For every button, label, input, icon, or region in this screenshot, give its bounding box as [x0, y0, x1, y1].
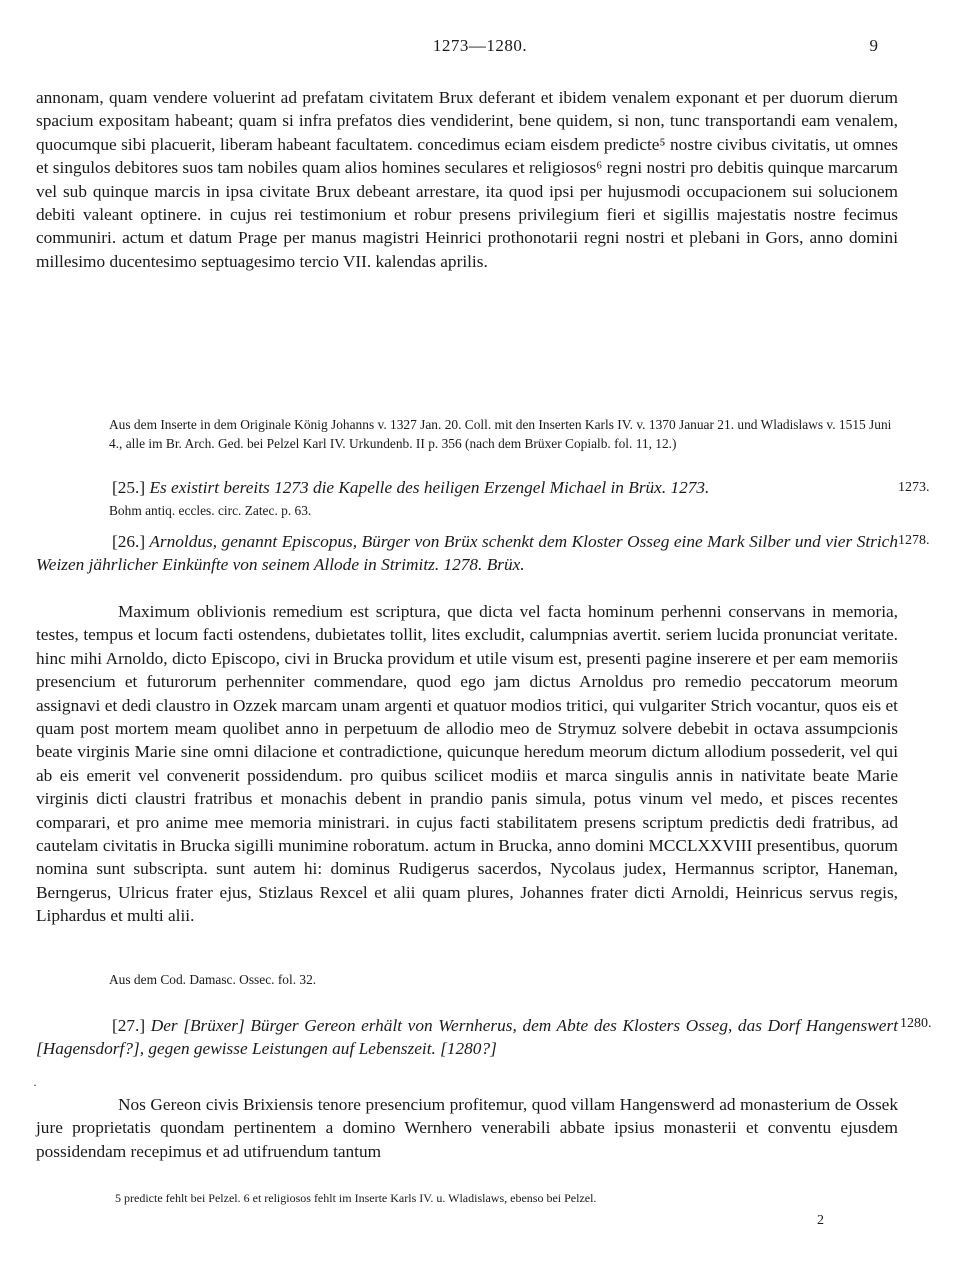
- signature-mark: 2: [817, 1213, 824, 1228]
- entry-25-number: [25.]: [112, 478, 146, 497]
- source-note-1: Aus dem Inserte in dem Originale König Johanns v. 1327 Jan. 20. Coll. mit den Inserten Karls IV. v. 1370 Januar 21. und Wladislaws v. 1515 Juni 4., alle im Br. Arch. Ged. bei Pelzel Karl IV. Urkundenb. II p. 356 (nach dem Brüxer Copialb. fol. 11, 12.): [109, 417, 892, 451]
- entry-26-heading: [36, 530, 898, 577]
- entry-26-text: Maximum oblivionis remedium est scriptura, que dicta vel facta hominum perhenni conservans in memoria, testes, tempus et locum facti ostendens, dubietates tollit, lites excludit, calumpnias avertit. seriem lucida pronunciat veritate. hinc mihi Arnoldo, dicto Episcopo, civi in Brucka providum et utile visum est, presenti pagine inserere et per eam memoriis presencium et futurorum perhenniter commendare, quod ego jam dictus Arnoldus pro remedio peccatorum meorum assignavi et dedi claustro in Ozzek marcam unam argenti et quatuor modios tritici, qui vulgariter Strich vocantur, quos eis et quam post mortem meam quolibet anno in perpetuum de allodio meo de Strymuz solvere debebit in octava assumpcionis beate virginis Marie sine omni dilacione et contradictione, quicunque heredum meorum dictum allodium possederit, vel qui ab eis emerit vel convenerit possidendum. pro quibus scilicet modiis et marca singulis annis in nativitate beate Marie virginis dicti claustri fratribus et monachis debent in prandio panis simula, potus vinum vel medo, et pisces recentes comparari, et pro anime mee memoria ministrari. in cujus facti stabilitatem presens scriptum predictis dedi fratribus, ad cautelam civitatis in Brucka sigilli munimine roboratum. actum in Brucka, anno domini MCCLXXVIII presentibus, quorum nomina sunt subscripta. sunt autem hi: dominus Rudigerus sacerdos, Nycolaus judex, Hermannus scriptor, Haneman, Berngerus, Ulricus frater ejus, Stizlaus Rexcel et alii quam plures, Johannes frater dicti Arnoldi, Heinricus servus regis, Liphardus et multi alii.: [36, 602, 898, 926]
- entry-26-source: Aus dem Cod. Damasc. Ossec. fol. 32.: [109, 972, 317, 987]
- entry-26-number: [26.]: [112, 532, 146, 551]
- entry-27-title: Der [Brüxer] Bürger Gereon erhält von Wernherus, dem Abte des Klosters Osseg, das Dorf Hangenswert [Hagensdorf?], gegen gewisse Leistungen auf Lebenszeit. [1280?]: [36, 1016, 898, 1059]
- entry-27-heading: [36, 1014, 898, 1061]
- charter-paragraph: annonam, quam vendere voluerint ad prefatam civitatem Brux deferant et ibidem venalem exponant et per duorum dierum spacium expositam habeant; quam si infra prefatos dies vendiderint, bene quidem, si non, tunc transportandi eam venalem, quocumque sibi placuerit, liberam habeant facultatem. concedimus eciam eisdem predicte⁵ nostre civibus civitatis, ut omnes et singulos debitores suos tam nobiles quam alios homines seculares et religiosos⁶ regni nostri pro debitis quinque marcarum vel sub quinque marcis in ipsa civitate Brux debeant arrestare, ita quod ipsi per hujusmodi occupacionem sui solucionem debiti valeant optinere. in cujus rei testimonium et robur presens privilegium fieri et sigillis majestatis nostre fecimus communiri. actum et datum Prage per manus magistri Heinrici prothonotarii regni nostri et plebani in Gors, anno domini millesimo ducentesimo septuagesimo tercio VII. kalendas aprilis.: [36, 88, 898, 271]
- footnotes: 5 predicte fehlt bei Pelzel. 6 et religiosos fehlt im Inserte Karls IV. u. Wladislaws, ebenso bei Pelzel.: [115, 1191, 597, 1205]
- entry-27-year: 1280.: [900, 1016, 932, 1031]
- page-header: [0, 36, 960, 60]
- entry-26-title: Arnoldus, genannt Episcopus, Bürger von Brüx schenkt dem Kloster Osseg eine Mark Silber und vier Strich Weizen jährlicher Einkünfte von seinem Allode in Strimitz. 1278. Brüx.: [36, 532, 898, 575]
- entry-25-year: 1273.: [898, 480, 930, 495]
- entry-25-title: Es existirt bereits 1273 die Kapelle des heiligen Erzengel Michael in Brüx. 1273.: [149, 478, 710, 497]
- entry-27-number: [27.]: [112, 1016, 146, 1035]
- page-number: 9: [869, 36, 878, 55]
- entry-25-heading: [112, 476, 752, 499]
- running-head: 1273—1280.: [432, 36, 528, 55]
- entry-27-text: Nos Gereon civis Brixiensis tenore presencium profitemur, quod villam Hangenswerd ad monasterium de Ossek jure proprietatis quondam pertinentem a domino Wernhero venerabili abbate ipsius monasterii et conventu ejusdem possidendam recepimus et ad utifruendum tantum: [36, 1095, 898, 1161]
- entry-26-year: 1278.: [898, 533, 930, 548]
- entry-25-source: Bohm antiq. eccles. circ. Zatec. p. 63.: [109, 503, 312, 518]
- margin-tick: ·: [33, 1078, 37, 1092]
